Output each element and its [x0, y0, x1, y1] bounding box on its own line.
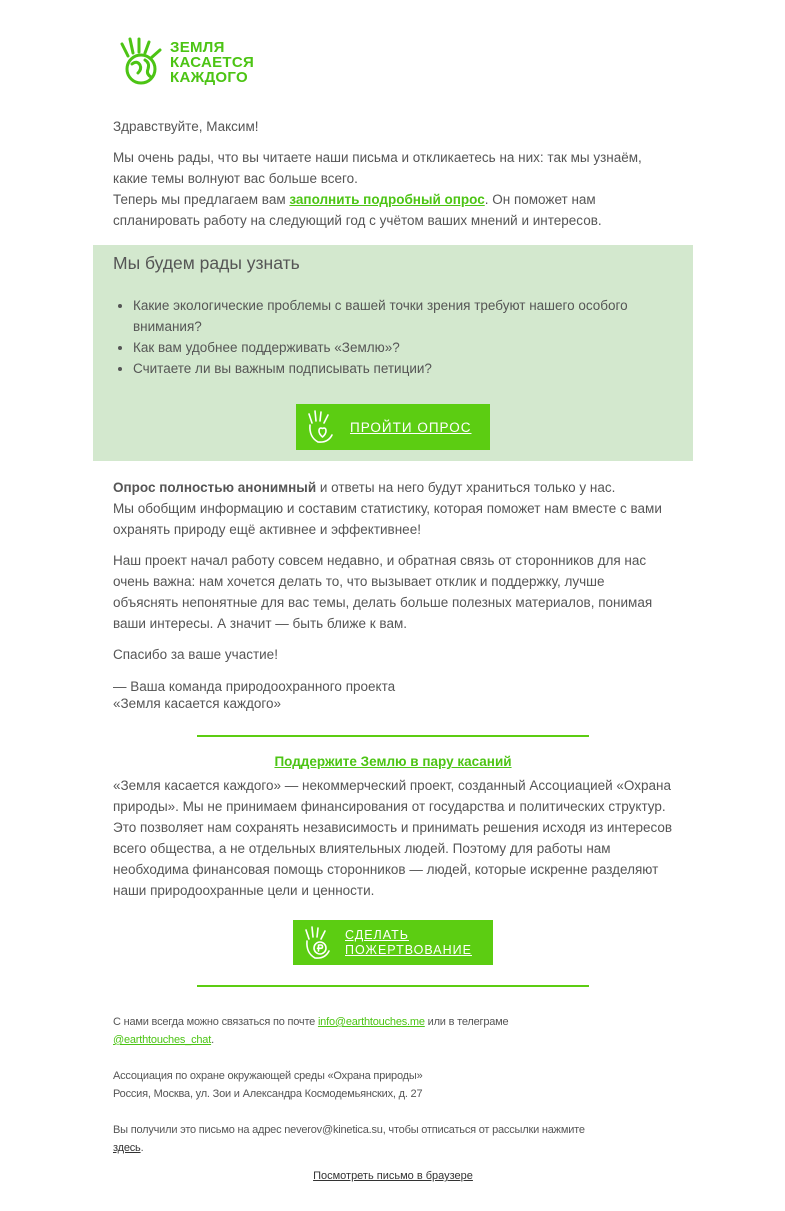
support-text: «Земля касается каждого» — некоммерческий проект, созданный Ассоциацией «Охрана природы». Мы не принимаем финансирования от государства и политических структур. Это позволяет нам сохранять независимость и принимать решения исходя из интересов всего общества, а не отдельных влиятельных людей. Поэтому для работы нам необходима финансовая помощь сторонников — людей, которые искренне разделяют наши природоохранные цели и ценности.: [113, 778, 673, 898]
take-survey-button[interactable]: [296, 404, 490, 450]
intro-line-1: Мы очень рады, что вы читаете наши письма и откликаетесь на них: так мы узнаём, какие темы волнуют вас больше всего.: [113, 150, 642, 186]
donate-label-line-1: СДЕЛАТЬ: [345, 927, 409, 942]
project-text: Наш проект начал работу совсем недавно, и обратная связь от сторонников для нас очень важна: нам хочется делать то, что вызывает отклик и поддержку, лучше объяснять непонятные для вас темы, делать больше полезных материалов, понимая ваши интересы. А значит — быть ближе к вам.: [113, 553, 653, 631]
unsubscribe-link[interactable]: здесь: [113, 1142, 141, 1154]
signature: [113, 678, 395, 712]
unsub-text: Вы получили это письмо на адрес neverov@kinetica.su, чтобы отписаться от рассылки нажмите: [113, 1124, 585, 1136]
view-in-browser-link[interactable]: Посмотреть письмо в браузере: [313, 1170, 473, 1182]
donate-label: [345, 928, 472, 958]
take-survey-label: ПРОЙТИ ОПРОС: [350, 419, 472, 435]
contact-middle: или в телеграме: [424, 1016, 509, 1028]
org-line-1: Ассоциация по охране окружающей среды «Охрана природы»: [113, 1070, 423, 1082]
logo-text: [170, 40, 254, 85]
anonymity-line-1: [113, 477, 678, 498]
org-line-2: Россия, Москва, ул. Зои и Александра Космодемьянских, д. 27: [113, 1088, 423, 1100]
logo[interactable]: [118, 36, 254, 88]
footer-browser: [93, 1167, 693, 1185]
list-item: • Считаете ли вы важным подписывать петиции?: [133, 358, 653, 379]
thanks-text: Спасибо за ваше участие!: [113, 647, 278, 662]
support-title: [93, 754, 693, 769]
email-link[interactable]: info@earthtouches.me: [317, 1016, 425, 1028]
telegram-link[interactable]: @earthtouches_chat: [113, 1034, 212, 1046]
donate-label-line-2: ПОЖЕРТВОВАНИЕ: [345, 942, 472, 957]
intro-line-2: [113, 189, 673, 231]
hand-heart-icon: [306, 409, 340, 445]
survey-link[interactable]: заполнить подробный опрос: [289, 192, 485, 207]
list-item: • Как вам удобнее поддерживать «Землю»?: [133, 337, 653, 358]
anonymity-line-2: Мы обобщим информацию и составим статистику, которая поможет нам вместе с вами охранять природу ещё активнее и эффективнее!: [113, 501, 662, 537]
anonymity-note: [113, 477, 678, 540]
donate-button[interactable]: [293, 920, 493, 965]
greeting: Здравствуйте, Максим!: [113, 119, 259, 134]
anonymity-rest: и ответы на него будут храниться только у нас.: [316, 480, 616, 495]
footer-org: [113, 1067, 673, 1103]
intro: [113, 147, 673, 231]
list-item: • Какие экологические проблемы с вашей точки зрения требуют нашего особого внимания?: [133, 295, 653, 337]
hand-globe-icon: [118, 36, 166, 88]
survey-panel: [93, 245, 693, 461]
intro-line-2-after: . Он поможет нам спланировать работу на следующий год с учётом ваших мнений и интересов.: [113, 192, 602, 228]
panel-title: Мы будем рады узнать: [113, 253, 300, 273]
support-link[interactable]: Поддержите Землю в пару касаний: [274, 754, 512, 769]
question-list: [93, 295, 653, 379]
divider: [197, 735, 589, 737]
unsub-end: .: [140, 1142, 144, 1154]
footer-contact: [113, 1013, 673, 1049]
intro-line-2-before: Теперь мы предлагаем вам: [113, 192, 290, 207]
signature-line-1: — Ваша команда природоохранного проекта: [113, 679, 396, 694]
divider: [197, 985, 589, 987]
logo-line-1: ЗЕМЛЯ: [170, 38, 225, 56]
hand-coin-icon: [303, 925, 337, 961]
signature-line-2: «Земля касается каждого»: [113, 696, 282, 711]
footer-unsubscribe: [113, 1121, 673, 1157]
contact-end: .: [211, 1034, 214, 1046]
logo-line-3: КАЖДОГО: [170, 68, 248, 86]
anonymity-bold: Опрос полностью анонимный: [113, 480, 317, 495]
logo-line-2: КАСАЕТСЯ: [170, 53, 255, 71]
contact-before: С нами всегда можно связаться по почте: [113, 1016, 318, 1028]
